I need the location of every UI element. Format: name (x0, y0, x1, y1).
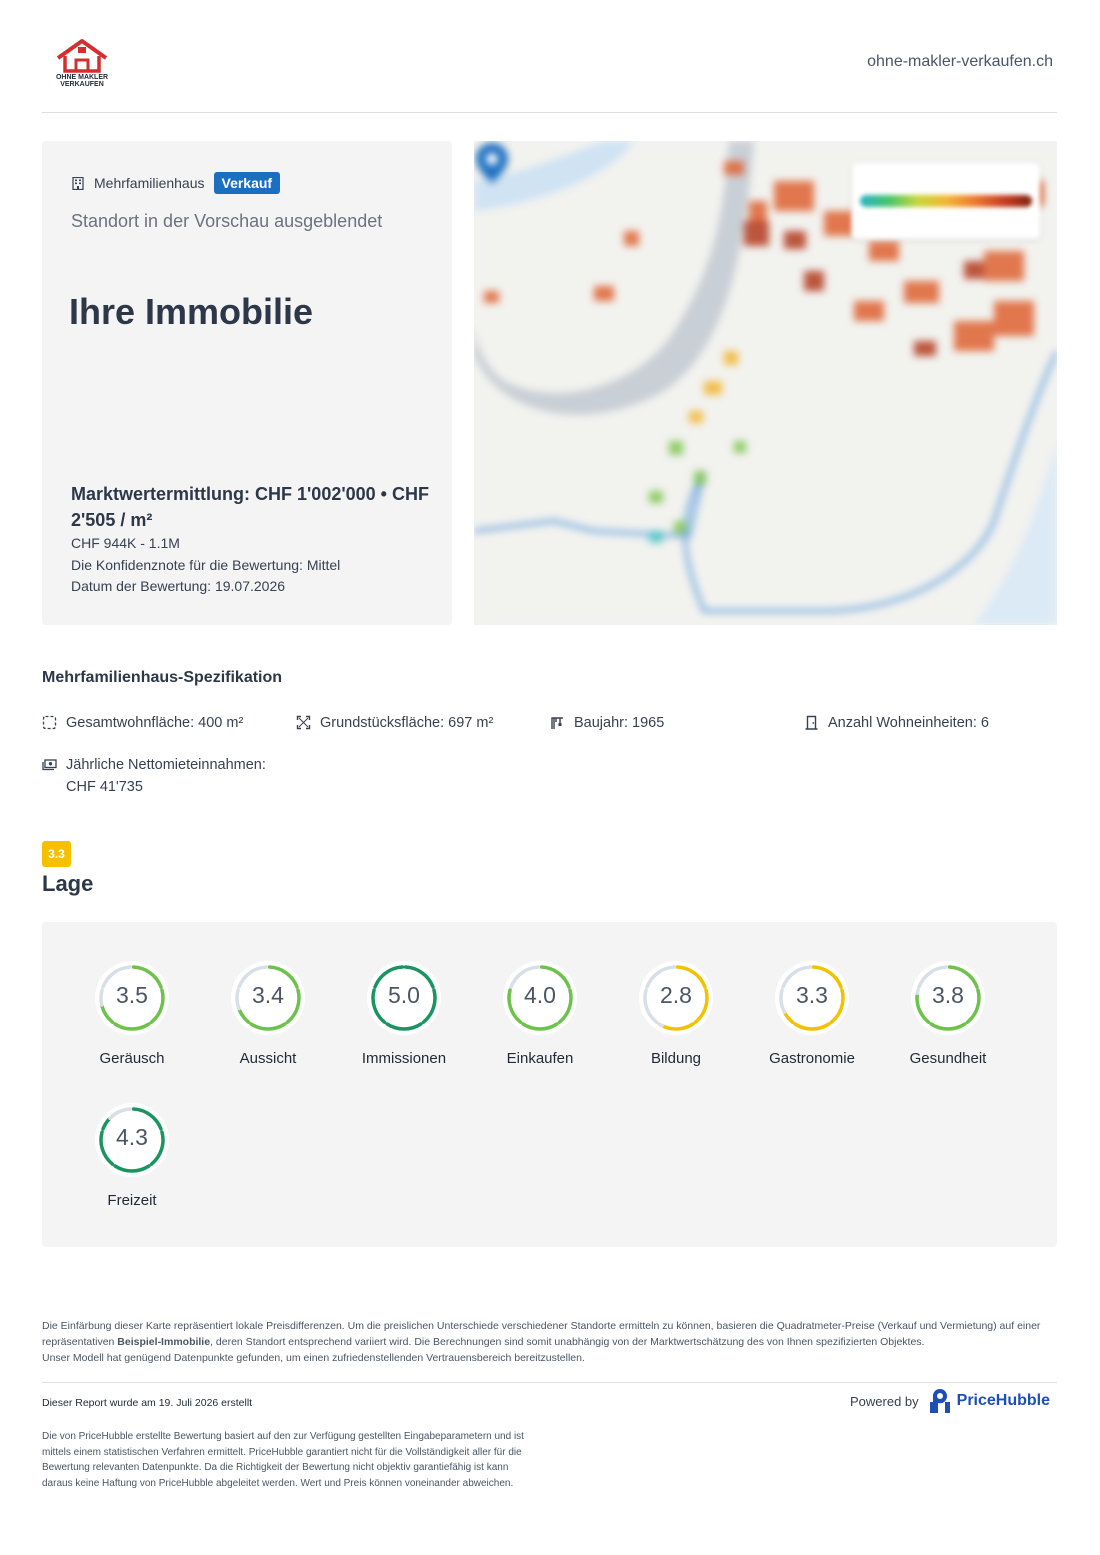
map-disclaimer (42, 1318, 1057, 1366)
gauge-label: Gesundheit (909, 1050, 987, 1067)
crane-icon (550, 715, 565, 730)
gauge-value: 4.0 (524, 982, 556, 1008)
gauge-value: 3.8 (932, 982, 964, 1008)
gauge-label: Einkaufen (506, 1050, 574, 1067)
lage-score-badge: 3.3 (42, 841, 71, 867)
site-url[interactable]: ohne-makler-verkaufen.ch (867, 53, 1053, 70)
powered-by-label: Powered by (849, 1393, 919, 1409)
property-title: Ihre Immobilie (69, 291, 314, 332)
powered-by (850, 1388, 1050, 1414)
units-text: Anzahl Wohneinheiten: 6 (828, 715, 989, 731)
door-icon (804, 715, 819, 730)
logo-line-1: OHNE MAKLER (55, 74, 109, 81)
disclaimer-part-a: Die Einfärbung dieser Karte repräsentiert lokale Preisdifferenzen. Um die preislichen Unterschiede verschiedener Standorte ermitteln zu können, basieren die Quadratmeter-Preise (Verkauf und Vermietung) auf einer repräsentativen (42, 1320, 1041, 1348)
location-note: Standort in der Vorschau ausgeblendet (71, 211, 383, 231)
valuation-confidence: Die Konfidenznote für die Bewertung: Mittel (71, 556, 341, 573)
score-gauge-geraeusch (72, 960, 192, 1080)
company-logo[interactable] (52, 38, 112, 90)
gauge-label: Aussicht (239, 1050, 297, 1067)
logo-wordmark (42, 74, 122, 88)
gauge-value: 3.5 (116, 982, 148, 1008)
money-icon (42, 757, 57, 772)
rent-label: Jährliche Nettomieteinnahmen: (66, 757, 266, 773)
logo-line-2: VERKAUFEN (60, 81, 104, 88)
spec-section-title: Mehrfamilienhaus-Spezifikation (42, 669, 283, 686)
rent-text (66, 755, 266, 798)
score-gauge-gastronomie (752, 960, 872, 1080)
living-area-text: Gesamtwohnfläche: 400 m² (66, 715, 244, 731)
gauge-value: 3.3 (796, 982, 828, 1008)
deal-type-badge: Verkauf (214, 172, 281, 194)
lage-scores-card (42, 922, 1057, 1247)
price-map-legend (852, 163, 1040, 239)
spec-living-area (42, 713, 243, 735)
footer-divider (42, 1382, 1057, 1383)
spec-plot-area (296, 713, 493, 735)
score-gauge-immissionen (344, 960, 464, 1080)
page-header (42, 30, 1057, 113)
gauge-value: 5.0 (388, 982, 420, 1008)
legend-color-scale (860, 195, 1032, 207)
valuation-main: Marktwertermittlung: CHF 1'002'000 • CHF 2'505 / m² (71, 484, 429, 530)
building-icon (72, 177, 84, 190)
valuation-date: Datum der Bewertung: 19.07.2026 (71, 578, 286, 594)
gauge-label: Geräusch (99, 1050, 165, 1067)
gauge-label: Bildung (650, 1050, 702, 1067)
score-gauge-freizeit (72, 1102, 192, 1222)
valuation-block (71, 481, 431, 598)
score-gauge-aussicht (208, 960, 328, 1080)
valuation-range: CHF 944K - 1.1M (71, 535, 180, 551)
gauge-track-segment (659, 1024, 662, 1026)
gauge-label: Gastronomie (769, 1050, 855, 1067)
gauge-value: 4.3 (116, 1124, 148, 1150)
report-date: Dieser Report wurde am 19. Juli 2026 erstellt (42, 1397, 253, 1409)
house-logo-icon (52, 38, 112, 74)
lage-title: Lage (42, 871, 94, 896)
year-built-text: Baujahr: 1965 (574, 715, 665, 731)
disclaimer-part-b: , deren Standort entsprechend variiert wird. Die Berechnungen sind somit unabhängig von der Marktwertschätzung des von Ihnen spezifizierten Objektes. (210, 1336, 925, 1348)
score-gauge-bildung (616, 960, 736, 1080)
spec-year-built (550, 713, 664, 735)
rent-value: CHF 41'735 (66, 778, 143, 795)
price-map (474, 141, 1057, 625)
disclaimer-bold: Beispiel-Immobilie (117, 1336, 211, 1348)
spec-rent (42, 755, 266, 798)
gauge-label: Immissionen (361, 1050, 447, 1067)
spec-units (804, 713, 989, 735)
legal-disclaimer: Die von PriceHubble erstellte Bewertung basiert auf den zur Verfügung gestellten Eingabeparametern und ist mittels einem statistischen Verfahren ermittelt. PriceHubble garantiert nicht für die Vollständigkeit aller für die Bewertung relevanten Datenpunkte. Da die Richtigkeit der Bewertung nicht objektiv garantiefähig ist kann daraus keine Haftung von PriceHubble abgeleitet werden. Wert und Preis können voneinander abweichen. (42, 1431, 524, 1489)
plot-area-text: Grundstücksfläche: 697 m² (320, 715, 494, 731)
gauge-value: 3.4 (252, 982, 284, 1008)
gauge-label: Freizeit (107, 1192, 157, 1209)
score-gauge-gesundheit (888, 960, 1008, 1080)
gauge-value: 2.8 (660, 982, 692, 1008)
property-summary-card (42, 141, 452, 625)
pricehubble-logo-icon (929, 1388, 951, 1414)
disclaimer-part-c: Unser Modell hat genügend Datenpunkte gefunden, um einen zufriedenstellenden Vertrauensbereich bereitzustellen. (42, 1352, 585, 1364)
score-gauge-einkaufen (480, 960, 600, 1080)
property-type: Mehrfamilienhaus (94, 175, 205, 191)
area-icon (42, 715, 57, 730)
property-type-row (72, 172, 280, 194)
expand-icon (296, 715, 311, 730)
pricehubble-brand[interactable]: PriceHubble (956, 1392, 1050, 1409)
map-pin-icon (474, 141, 510, 185)
